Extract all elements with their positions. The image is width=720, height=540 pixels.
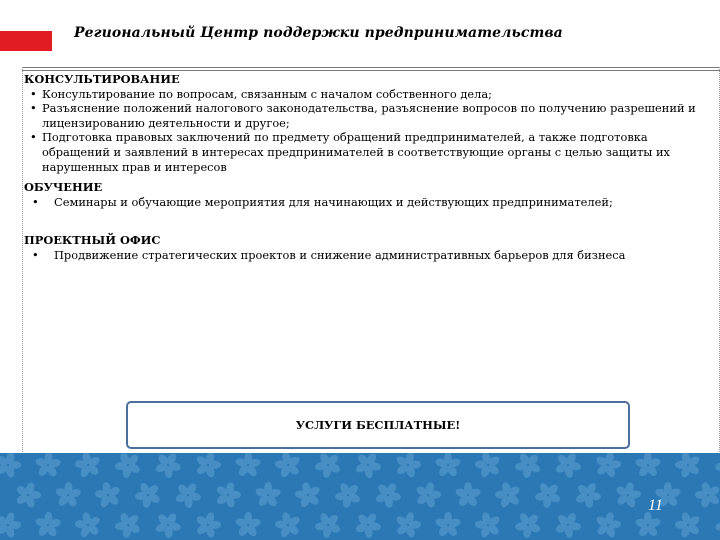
decorative-pattern-footer — [0, 453, 720, 540]
top-divider — [22, 67, 720, 71]
section-project-office — [24, 233, 714, 262]
services-content — [24, 72, 714, 263]
left-dotted-border — [22, 67, 23, 452]
page-title: Региональный Центр поддержки предпринимательства — [74, 25, 563, 41]
section-consulting — [24, 72, 714, 174]
callout-text: УСЛУГИ БЕСПЛАТНЫЕ! — [295, 418, 461, 432]
free-services-callout — [126, 401, 630, 449]
list-item: • Семинары и обучающие мероприятия для начинающих и действующих предпринимателей; — [24, 195, 714, 210]
pattern-petal — [714, 461, 720, 471]
list-item: • Продвижение стратегических проектов и снижение административных барьеров для бизнеса — [24, 248, 714, 263]
section-heading: ПРОЕКТНЫЙ ОФИС — [24, 233, 161, 248]
red-accent-bar — [0, 31, 52, 51]
page-number: 11 — [648, 497, 663, 514]
section-heading: КОНСУЛЬТИРОВАНИЕ — [24, 72, 180, 86]
pattern-petal — [714, 521, 720, 531]
list-item: • Разъяснение положений налогового законодательства, разъяснение вопросов по получению разрешений и лицензированию деятельности и другое; — [24, 101, 714, 130]
list-item: • Консультирование по вопросам, связанным с началом собственного дела; — [24, 87, 714, 102]
pattern-svg — [0, 453, 720, 540]
section-heading: ОБУЧЕНИЕ — [24, 180, 103, 195]
section-education — [24, 180, 714, 209]
list-item: • Подготовка правовых заключений по предмету обращений предпринимателей, а также подготовка обращений и заявлений в интересах предпринимателей в соответствующие органы с целью защиты их нарушенных прав и интересов — [24, 130, 714, 174]
